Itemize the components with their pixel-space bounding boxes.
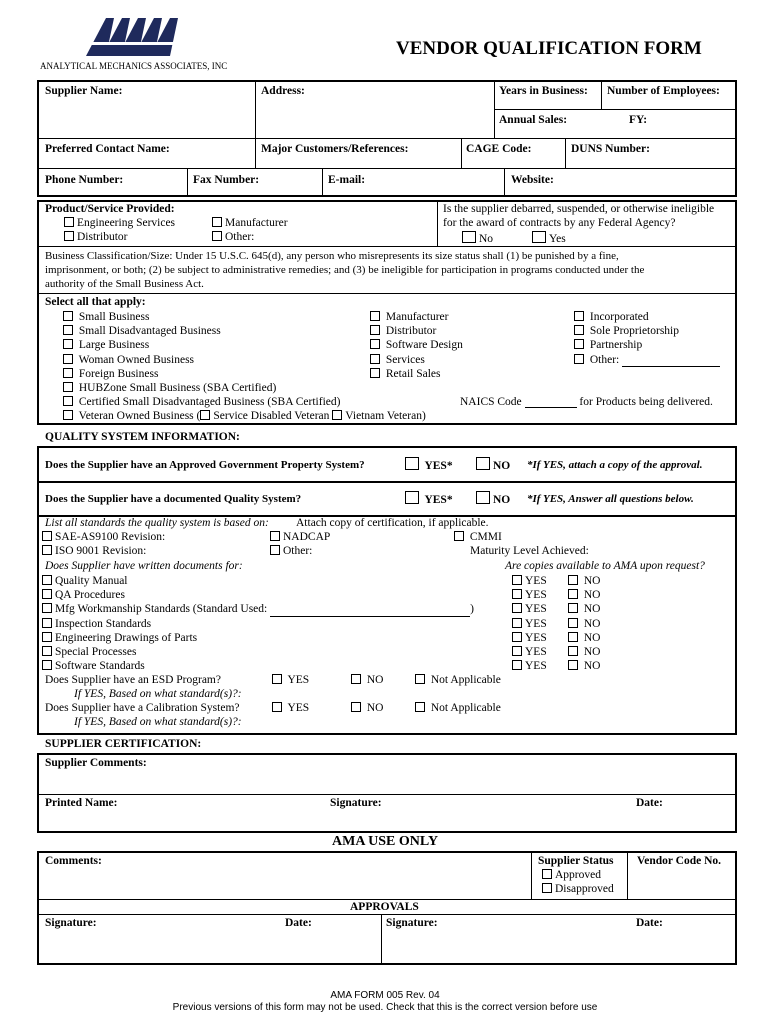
checkbox[interactable] [370,339,380,349]
form-title: VENDOR QUALIFICATION FORM [396,38,702,59]
hubzone-option[interactable]: HUBZone Small Business (SBA Certified) [63,381,426,395]
checkbox[interactable] [415,702,425,712]
product-service-label: Product/Service Provided: [45,203,175,215]
checkbox[interactable] [42,632,52,642]
copies-label: Are copies available to AMA upon request? [505,560,705,572]
copies-row[interactable]: YES NO [512,617,601,631]
checkbox[interactable] [568,632,578,642]
fax-field[interactable]: Fax Number: [193,174,260,186]
checkbox[interactable] [454,531,464,541]
veteran-owned-option[interactable]: Veteran Owned Business ( Service Disabled Veteran Vietnam Veteran) [63,409,426,423]
other-standard-option[interactable]: Other: [270,545,312,557]
services-option[interactable]: Services [370,353,463,367]
checkbox[interactable] [574,339,584,349]
manufacturer-option[interactable]: Manufacturer [212,217,288,229]
checkbox[interactable] [405,457,419,470]
other-class-option[interactable]: Other: [574,353,720,367]
quality-system-yes[interactable]: YES* [405,491,453,506]
small-business-option[interactable]: Small Business [63,310,426,324]
status-approved[interactable]: Approved [542,869,601,881]
checkbox[interactable] [415,674,425,684]
checkbox[interactable] [42,531,52,541]
checkbox[interactable] [568,660,578,670]
calibration-standard-field[interactable]: If YES, Based on what standard(s)?: [74,716,242,728]
certified-sdb-option[interactable]: Certified Small Disadvantaged Business (SBA Certified) [63,395,426,409]
checkbox[interactable] [568,603,578,613]
checkbox[interactable] [568,646,578,656]
checkbox[interactable] [568,589,578,599]
foreign-business-option[interactable]: Foreign Business [63,367,426,381]
esd-standard-field[interactable]: If YES, Based on what standard(s)?: [74,688,242,700]
standards-label: List all standards the quality system is based on: [45,517,269,529]
ama-comments-field[interactable]: Comments: [45,855,102,867]
classification-col3 [574,310,720,367]
calibration-na[interactable]: Not Applicable [415,702,501,714]
checkbox[interactable] [568,575,578,585]
ama-use-title: AMA USE ONLY [332,834,439,849]
calibration-no[interactable]: NO [351,702,384,714]
signature-field[interactable]: Signature: [330,797,382,809]
date-field[interactable]: Date: [636,797,663,809]
property-system-question: Does the Supplier have an Approved Government Property System? [45,459,365,471]
cage-code-field[interactable]: CAGE Code: [466,143,532,155]
mfg-workmanship-option[interactable]: Mfg Workmanship Standards (Standard Used: ) [42,602,474,616]
checkbox[interactable] [42,660,52,670]
attach-cert-label: Attach copy of certification, if applicable. [296,517,489,529]
quality-manual-option[interactable]: Quality Manual [42,574,474,588]
vietnam-checkbox[interactable] [332,410,342,420]
large-business-option[interactable]: Large Business [63,338,426,352]
company-logo [82,14,182,58]
property-no[interactable]: NO [476,457,510,472]
checkbox[interactable] [42,603,52,613]
other-option[interactable]: Other: [212,231,254,243]
approval-signature-1[interactable]: Signature: [45,917,97,929]
quality-section-title: QUALITY SYSTEM INFORMATION: [45,431,240,443]
checkbox[interactable] [512,660,522,670]
copies-row[interactable]: YES NO [512,659,601,673]
quality-system-note: *If YES, Answer all questions below. [527,493,694,505]
approval-date-2[interactable]: Date: [636,917,663,929]
esd-question: Does Supplier have an ESD Program? [45,674,221,686]
checkbox[interactable] [370,311,380,321]
service-disabled-checkbox[interactable] [200,410,210,420]
checkbox[interactable] [512,632,522,642]
approval-date-1[interactable]: Date: [285,917,312,929]
classification-text-2: imprisonment, or both; (2) be subject to administrative remedies; and (3) be ineligible for participation in programs conducted under the [45,264,645,276]
checkbox[interactable] [462,231,476,243]
property-yes[interactable]: YES* [405,457,453,472]
debarred-no[interactable]: No [462,231,493,245]
checkbox[interactable] [63,410,73,420]
phone-field[interactable]: Phone Number: [45,174,124,186]
docs-label: Does Supplier have written documents for: [45,560,243,572]
approval-signature-2[interactable]: Signature: [386,917,438,929]
website-field[interactable]: Website: [511,174,554,186]
incorporated-option[interactable]: Incorporated [574,310,720,324]
major-customers-field[interactable]: Major Customers/References: [261,143,409,155]
sae-as9100-option[interactable]: SAE-AS9100 Revision: [42,531,165,543]
checkbox[interactable] [270,531,280,541]
copies-yes-no [512,574,601,673]
checkbox[interactable] [574,311,584,321]
checkbox[interactable] [63,311,73,321]
special-processes-option[interactable]: Special Processes [42,645,474,659]
copies-row[interactable]: YES NO [512,645,601,659]
company-name: ANALYTICAL MECHANICS ASSOCIATES, INC [40,61,228,71]
classification-col2 [370,310,463,381]
fy-field[interactable]: FY: [629,114,648,126]
esd-yes[interactable]: YES [272,674,309,686]
checkbox[interactable] [63,396,73,406]
sole-proprietorship-option[interactable]: Sole Proprietorship [574,324,720,338]
checkbox[interactable] [512,589,522,599]
software-standards-option[interactable]: Software Standards [42,659,474,673]
select-all-label: Select all that apply: [45,296,146,308]
checkbox[interactable] [42,545,52,555]
software-design-option[interactable]: Software Design [370,338,463,352]
docs-list [42,574,474,673]
supplier-status-label: Supplier Status [538,855,614,867]
woman-owned-option[interactable]: Woman Owned Business [63,353,426,367]
email-field[interactable]: E-mail: [328,174,366,186]
checkbox[interactable] [512,618,522,628]
calibration-yes[interactable]: YES [272,702,309,714]
checkbox[interactable] [351,702,361,712]
checkbox[interactable] [64,231,74,241]
approvals-label: APPROVALS [350,901,419,913]
debarred-question: Is the supplier debarred, suspended, or otherwise ineligible [443,203,715,215]
checkbox[interactable] [542,869,552,879]
checkbox[interactable] [63,382,73,392]
checkbox[interactable] [63,354,73,364]
checkbox[interactable] [370,368,380,378]
distributor-class-option[interactable]: Distributor [370,324,463,338]
checkbox[interactable] [574,325,584,335]
supplier-name-field[interactable]: Supplier Name: [45,85,123,97]
checkbox[interactable] [212,217,222,227]
maturity-level-field[interactable]: Maturity Level Achieved: [470,545,589,557]
years-in-business-field[interactable]: Years in Business: [499,85,588,97]
checkbox[interactable] [370,325,380,335]
address-field[interactable]: Address: [261,85,305,97]
property-note: *If YES, attach a copy of the approval. [527,459,703,471]
esd-no[interactable]: NO [351,674,384,686]
checkbox[interactable] [351,674,361,684]
checkbox[interactable] [568,618,578,628]
retail-sales-option[interactable]: Retail Sales [370,367,463,381]
small-disadvantaged-option[interactable]: Small Disadvantaged Business [63,324,426,338]
number-of-employees-field[interactable]: Number of Employees: [607,85,720,97]
checkbox[interactable] [270,545,280,555]
distributor-option[interactable]: Distributor [64,231,127,243]
checkbox[interactable] [64,217,74,227]
copies-row[interactable]: YES NO [512,588,601,602]
inspection-standards-option[interactable]: Inspection Standards [42,617,474,631]
quality-system-question: Does the Supplier have a documented Quality System? [45,493,302,505]
checkbox[interactable] [63,339,73,349]
checkbox[interactable] [42,589,52,599]
checkbox[interactable] [42,618,52,628]
quality-system-no[interactable]: NO [476,491,510,506]
classification-text: Business Classification/Size: Under 15 U.S.C. 645(d), any person who misrepresents its size status shall (1) be punished by a fine, [45,250,619,262]
status-disapproved[interactable]: Disapproved [542,883,614,895]
nadcap-option[interactable]: NADCAP [270,531,330,543]
esd-na[interactable]: Not Applicable [415,674,501,686]
checkbox[interactable] [574,354,584,364]
engineering-services-option[interactable]: Engineering Services [64,217,175,229]
checkbox[interactable] [532,231,546,243]
checkbox[interactable] [370,354,380,364]
version-notice: Previous versions of this form may not be used. Check that this is the correct version before use [172,1002,598,1013]
preferred-contact-field[interactable]: Preferred Contact Name: [45,143,170,155]
form-number: AMA FORM 005 Rev. 04 [330,990,440,1001]
checkbox[interactable] [542,883,552,893]
checkbox[interactable] [512,646,522,656]
qa-procedures-option[interactable]: QA Procedures [42,588,474,602]
vendor-code-field[interactable]: Vendor Code No. [637,855,722,867]
manufacturer-class-option[interactable]: Manufacturer [370,310,463,324]
certification-section-title: SUPPLIER CERTIFICATION: [45,738,202,750]
duns-number-field[interactable]: DUNS Number: [571,143,650,155]
printed-name-field[interactable]: Printed Name: [45,797,118,809]
engineering-drawings-option[interactable]: Engineering Drawings of Parts [42,631,474,645]
checkbox[interactable] [272,674,282,684]
checkbox[interactable] [212,231,222,241]
cmmi-option[interactable]: CMMI [454,531,502,543]
naics-code-field[interactable]: NAICS Code for Products being delivered. [460,396,713,408]
checkbox[interactable] [63,368,73,378]
checkbox[interactable] [42,575,52,585]
debarred-yes[interactable]: Yes [532,231,566,245]
copies-row[interactable]: YES NO [512,631,601,645]
copies-row[interactable]: YES NO [512,602,601,616]
calibration-question: Does Supplier have a Calibration System? [45,702,240,714]
checkbox[interactable] [405,491,419,504]
debarred-question-2: for the award of contracts by any Federal Agency? [443,217,676,229]
copies-row[interactable]: YES NO [512,574,601,588]
checkbox[interactable] [476,491,490,504]
checkbox[interactable] [512,575,522,585]
supplier-comments-field[interactable]: Supplier Comments: [45,757,147,769]
checkbox[interactable] [272,702,282,712]
annual-sales-field[interactable]: Annual Sales: [499,114,568,126]
checkbox[interactable] [42,646,52,656]
iso-9001-option[interactable]: ISO 9001 Revision: [42,545,146,557]
checkbox[interactable] [476,457,490,470]
classification-text-3: authority of the Small Business Act. [45,278,204,290]
partnership-option[interactable]: Partnership [574,338,720,352]
checkbox[interactable] [63,325,73,335]
checkbox[interactable] [512,603,522,613]
